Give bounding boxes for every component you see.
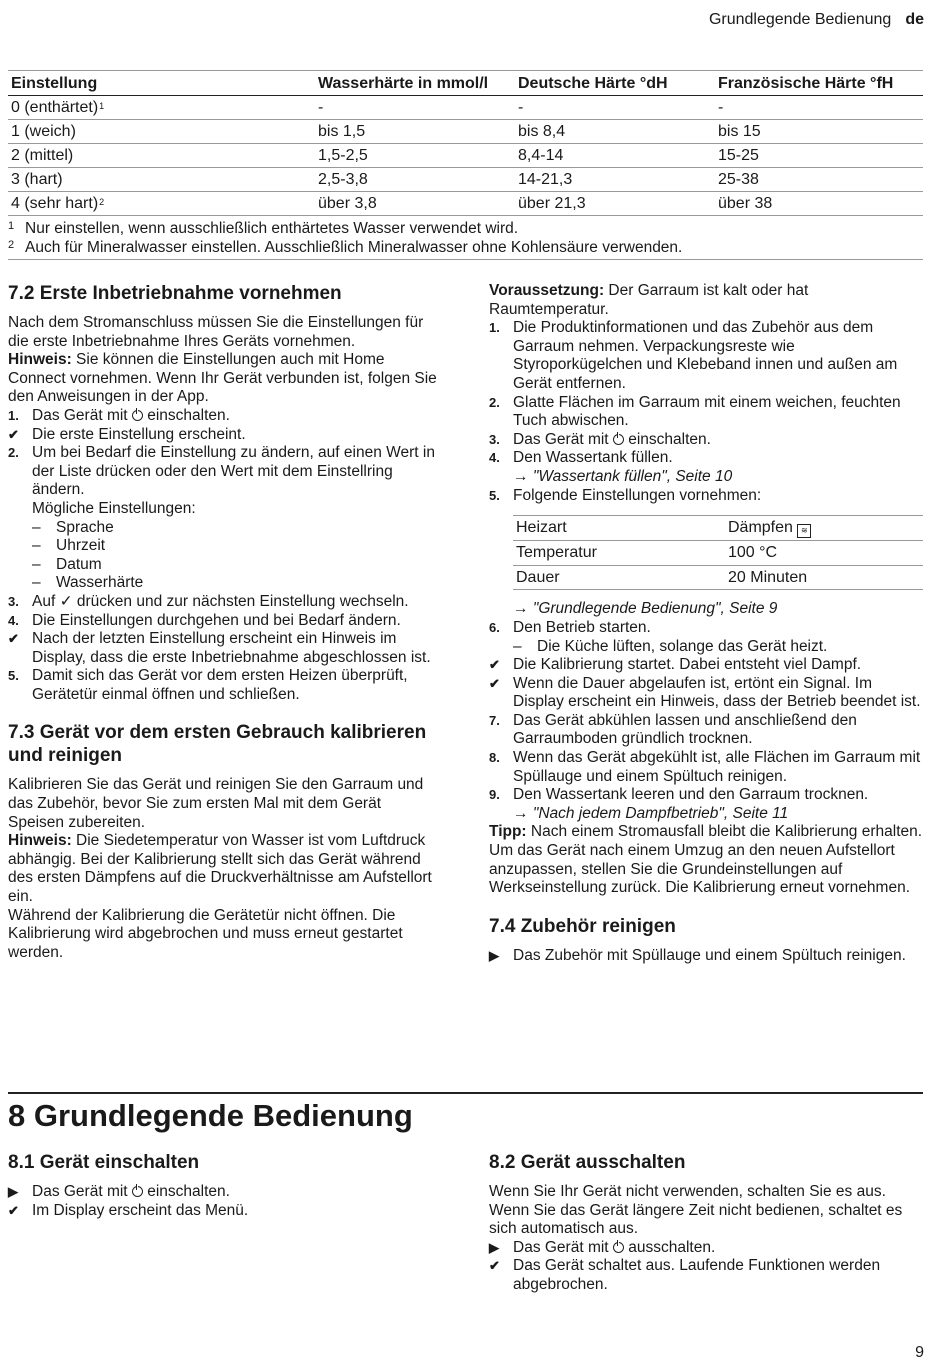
option-text: Wasserhärte — [56, 574, 144, 592]
col-header: Wasserhärte in mmol/l — [315, 71, 515, 96]
footnote-text: Nur einstellen, wenn ausschließlich enthärtetes Wasser verwendet wird. — [25, 220, 519, 237]
col-header: Deutsche Härte °dH — [515, 71, 715, 96]
list-item: – Die Küche lüften, solange das Gerät heizt. — [513, 637, 828, 655]
step: 4. Den Wassertank füllen. — [489, 449, 923, 468]
cell: bis 15 — [715, 120, 923, 144]
chapter-8-left — [8, 1151, 438, 1220]
step: 1. Die Produktinformationen und das Zubehör aus dem Garraum nehmen. Verpackungsreste wie Styroporkügelchen und Klebeband innen und außen am Gerät entfernen. — [489, 319, 923, 393]
step: 5. Damit sich das Gerät vor dem ersten Heizen überprüft, Gerätetür einmal öffnen und schließen. — [8, 667, 438, 704]
step: 9. Den Wassertank leeren und den Garraum trocknen. — [489, 786, 923, 805]
paragraph: Um das Gerät nach einem Umzug an den neuen Aufstellort anzupassen, stellen Sie die Grundeinstellungen auf Werkseinstellung zurück. Die Kalibrierung erneut vornehmen. — [489, 842, 911, 897]
reference-text: "Nach jedem Dampfbetrieb", Seite 11 — [532, 804, 789, 822]
paragraph: Nach dem Stromanschluss müssen Sie die Einstellungen für die erste Inbetriebnahme Ihres Geräts vornehmen. — [8, 314, 424, 350]
cell: über 3,8 — [315, 192, 515, 216]
table-footnotes — [8, 219, 923, 260]
chapter-8 — [8, 1092, 923, 1293]
step-text: Das Gerät mit — [513, 430, 613, 448]
hint-label: Hinweis: — [8, 832, 72, 850]
check-icon: ✔ — [489, 675, 500, 691]
steam-icon: ≋ — [797, 524, 811, 538]
cell: 4 (sehr hart) — [11, 194, 99, 212]
result — [489, 1257, 923, 1294]
step: 3. Auf ✓ drücken und zur nächsten Einstellung wechseln. — [8, 592, 409, 610]
precondition-text: Der Garraum ist kalt oder hat Raumtemperatur. — [489, 282, 809, 318]
step-text: Das Gerät mit — [32, 1183, 132, 1200]
cell: 2,5-3,8 — [315, 168, 515, 192]
footnote-text: Auch für Mineralwasser einstellen. Ausschließlich Mineralwasser ohne Kohlensäure verwenden. — [25, 239, 683, 256]
table-row — [513, 565, 923, 590]
step-text: Das Zubehör mit Spüllauge und einem Spültuch reinigen. — [513, 946, 906, 964]
cell: 1 (weich) — [8, 120, 315, 144]
arrow-right-icon: → — [513, 804, 533, 822]
result — [489, 656, 923, 675]
triangle-bullet-icon: ▶ — [489, 1239, 499, 1255]
chapter-8-right — [489, 1151, 923, 1295]
right-column — [489, 282, 923, 965]
table-row — [8, 96, 923, 120]
option-text: Uhrzeit — [56, 537, 106, 555]
footnote — [8, 238, 923, 257]
settings-table — [513, 515, 923, 590]
step-text: Das Gerät mit — [32, 406, 132, 424]
step-text: Damit sich das Gerät vor dem ersten Heizen überprüft, Gerätetür einmal öffnen und schließen. — [32, 667, 408, 703]
cell: - — [715, 96, 923, 120]
table-row — [8, 144, 923, 168]
cell: Heizart — [513, 516, 725, 541]
result — [489, 675, 923, 712]
reference-text: "Grundlegende Bedienung", Seite 9 — [532, 600, 778, 618]
paragraph: Wenn Sie Ihr Gerät nicht verwenden, schalten Sie es aus. Wenn Sie das Gerät längere Zeit nicht bedienen, schaltet es sich automatisch aus. — [489, 1183, 903, 1238]
step-text: Folgende Einstellungen vornehmen: — [513, 486, 762, 504]
cell: über 21,3 — [515, 192, 715, 216]
page-number: 9 — [915, 1344, 924, 1361]
hint-text: Die Siedetemperatur von Wasser ist vom Luftdruck abhängig. Bei der Kalibrierung stellt sich das Gerät während des ersten Dämpfens auf die Druckverhältnisse am Aufstellort ein. — [8, 832, 432, 906]
power-icon — [132, 1186, 143, 1197]
result-text: Das Gerät schaltet aus. Laufende Funktionen werden abgebrochen. — [513, 1257, 881, 1293]
step-text: einschalten. — [142, 406, 230, 424]
power-icon — [613, 1242, 624, 1253]
table-row — [8, 120, 923, 144]
check-icon: ✔ — [489, 1258, 500, 1274]
cell: 8,4-14 — [515, 144, 715, 168]
step: 4. Die Einstellungen durchgehen und bei Bedarf ändern. — [8, 612, 438, 631]
check-icon: ✔ — [8, 1202, 19, 1218]
result-text: Die Kalibrierung startet. Dabei entsteht viel Dampf. — [513, 656, 862, 674]
result — [8, 426, 438, 445]
footnote-mark: 2 — [8, 239, 15, 251]
step: 5. Folgende Einstellungen vornehmen: — [489, 487, 923, 506]
step-text: Den Wassertank leeren und den Garraum trocknen. — [513, 786, 869, 804]
step-text: einschalten. — [623, 430, 711, 448]
cell: über 38 — [715, 192, 923, 216]
chapter-title: 8 Grundlegende Bedienung — [8, 1098, 413, 1133]
step-text: Den Wassertank füllen. — [513, 449, 673, 467]
power-icon — [132, 410, 143, 421]
result — [8, 1202, 438, 1221]
arrow-right-icon: → — [513, 600, 533, 618]
list-item: – Wasserhärte — [32, 574, 144, 592]
tip — [489, 823, 923, 842]
precondition — [489, 282, 923, 319]
tip-text: Nach einem Stromausfall bleibt die Kalibrierung erhalten. — [526, 823, 923, 841]
header-lang: de — [905, 11, 924, 28]
hint-label: Hinweis: — [8, 351, 72, 369]
cell: Temperatur — [513, 541, 725, 566]
cross-reference — [513, 600, 923, 619]
check-icon: ✔ — [8, 631, 19, 647]
step-text: Glatte Flächen im Garraum mit einem weichen, feuchten Tuch abwischen. — [513, 393, 901, 430]
water-hardness-table — [8, 70, 923, 216]
footnote-ref: 1 — [99, 100, 105, 111]
col-header: Französische Härte °fH — [715, 71, 923, 96]
cell: 20 Minuten — [725, 565, 923, 590]
power-icon — [613, 434, 624, 445]
cell: 1,5-2,5 — [315, 144, 515, 168]
left-column — [8, 282, 438, 962]
cell: 2 (mittel) — [8, 144, 315, 168]
step-text: Die Einstellungen durchgehen und bei Bedarf ändern. — [32, 611, 401, 629]
table-row — [513, 541, 923, 566]
paragraph: Kalibrieren Sie das Gerät und reinigen Sie den Garraum und das Zubehör, bevor Sie zum ersten Mal mit dem Gerät Speisen zubereiten. — [8, 776, 424, 831]
result-text: Wenn die Dauer abgelaufen ist, ertönt ein Signal. Im Display erscheint ein Hinweis, dass der Betrieb beendet ist. — [513, 674, 921, 711]
header-section: Grundlegende Bedienung — [708, 11, 892, 28]
step: 7. Das Gerät abkühlen lassen und anschließend den Garraumboden gründlich trocknen. — [489, 712, 923, 749]
step-text: einschalten. — [142, 1183, 230, 1200]
paragraph: Während der Kalibrierung die Gerätetür nicht öffnen. Die Kalibrierung wird abgebrochen und muss erneut gestartet werden. — [8, 906, 403, 961]
hint-text: Sie können die Einstellungen auch mit Home Connect vornehmen. Wenn Ihr Gerät verbunden ist, folgen Sie den Anweisungen in der App. — [8, 351, 437, 406]
cell: Dauer — [513, 565, 725, 590]
step-text: Um bei Bedarf die Einstellung zu ändern, auf einen Wert in der Liste drücken oder den Wert mit dem Einstellring ändern. — [32, 444, 435, 499]
cell: - — [515, 96, 715, 120]
cell: bis 1,5 — [315, 120, 515, 144]
table-row — [8, 168, 923, 192]
check-icon: ✔ — [489, 657, 500, 673]
step: 2. Glatte Flächen im Garraum mit einem weichen, feuchten Tuch abwischen. — [489, 394, 923, 431]
arrow-right-icon: → — [513, 467, 533, 485]
step — [489, 1239, 923, 1258]
step-text: Das Gerät abkühlen lassen und anschließend den Garraumboden gründlich trocknen. — [513, 711, 857, 748]
section-title-8-2: 8.2 Gerät ausschalten — [489, 1152, 686, 1173]
col-header: Einstellung — [8, 71, 315, 96]
section-title-7-3: 7.3 Gerät vor dem ersten Gebrauch kalibrieren und reinigen — [8, 722, 427, 767]
cell: 100 °C — [725, 541, 923, 566]
table-row — [8, 192, 923, 216]
list-item: – Uhrzeit — [32, 537, 106, 555]
option-text: Datum — [56, 555, 102, 573]
list-item: – Sprache — [32, 518, 114, 536]
tip-label: Tipp: — [489, 823, 527, 841]
step: 3. Das Gerät mit einschalten. — [489, 430, 711, 448]
section-title-7-2: 7.2 Erste Inbetriebnahme vornehmen — [8, 283, 342, 304]
step-text: Den Betrieb starten. — [513, 618, 651, 636]
paragraph: Mögliche Einstellungen: — [32, 499, 196, 517]
cell: 25-38 — [715, 168, 923, 192]
footnote-mark: 1 — [8, 220, 15, 232]
footnote-ref: 2 — [99, 196, 105, 207]
step-text: ausschalten. — [623, 1238, 716, 1256]
step — [8, 1183, 438, 1202]
triangle-bullet-icon: ▶ — [489, 947, 499, 963]
check-icon: ✔ — [8, 426, 19, 442]
cell: 14-21,3 — [515, 168, 715, 192]
step: 8. Wenn das Gerät abgekühlt ist, alle Flächen im Garraum mit Spüllauge und einem Spültuch reinigen. — [489, 749, 923, 786]
step-text: Die Produktinformationen und das Zubehör aus dem Garraum nehmen. Verpackungsreste wie Styroporkügelchen und Klebeband innen und außen am Gerät entfernen. — [513, 319, 898, 392]
result-text: Im Display erscheint das Menü. — [32, 1201, 249, 1219]
section-title-8-1: 8.1 Gerät einschalten — [8, 1152, 200, 1173]
reference-text: "Wassertank füllen", Seite 10 — [532, 467, 733, 485]
cell: 0 (enthärtet) — [11, 98, 99, 116]
result-text: Nach der letzten Einstellung erscheint ein Hinweis im Display, dass die erste Inbetriebnahme abgeschlossen ist. — [32, 630, 431, 666]
cross-reference — [513, 468, 923, 487]
cell: Dämpfen — [728, 519, 793, 537]
step: 2. Um bei Bedarf die Einstellung zu ändern, auf einen Wert in der Liste drücken oder den Wert mit dem Einstellring ändern. — [8, 444, 438, 500]
cross-reference — [513, 805, 923, 824]
table-row — [513, 516, 923, 541]
page-header — [709, 11, 924, 29]
cell: bis 8,4 — [515, 120, 715, 144]
result — [8, 630, 438, 667]
step — [489, 947, 923, 966]
substep-text: Die Küche lüften, solange das Gerät heizt. — [537, 637, 828, 655]
result-text: Die erste Einstellung erscheint. — [32, 425, 246, 443]
section-title-7-4: 7.4 Zubehör reinigen — [489, 915, 676, 937]
hint — [8, 832, 438, 906]
checkmark-icon: ✓ — [59, 592, 73, 610]
step-text: Das Gerät mit — [513, 1238, 613, 1256]
triangle-bullet-icon: ▶ — [8, 1184, 18, 1199]
precondition-label: Voraussetzung: — [489, 282, 605, 299]
hint — [8, 351, 438, 407]
cell: - — [315, 96, 515, 120]
step-text: drücken und zur nächsten Einstellung wechseln. — [72, 592, 409, 610]
step: 1. Das Gerät mit einschalten. — [8, 406, 230, 424]
option-text: Sprache — [56, 518, 114, 536]
step-text: Auf — [32, 592, 60, 610]
footnote — [8, 219, 923, 238]
list-item: – Datum — [32, 555, 102, 573]
cell: 15-25 — [715, 144, 923, 168]
cell: 3 (hart) — [8, 168, 315, 192]
step-text: Wenn das Gerät abgekühlt ist, alle Flächen im Garraum mit Spüllauge und einem Spültuch reinigen. — [513, 749, 921, 785]
step: 6. Den Betrieb starten. — [489, 619, 923, 638]
